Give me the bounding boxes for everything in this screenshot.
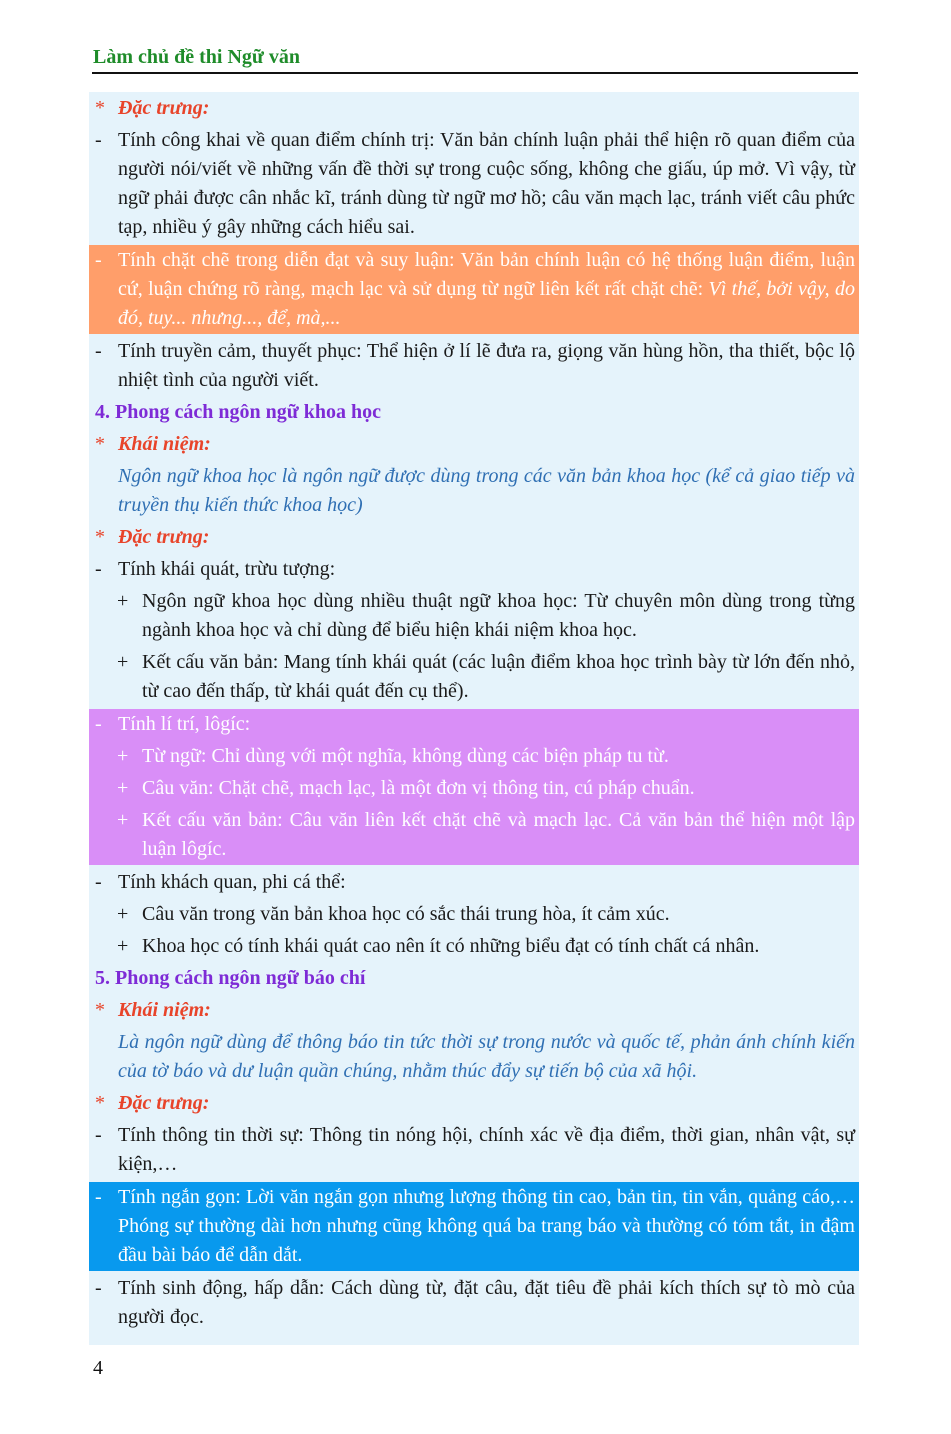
sub-list-item [89, 587, 859, 645]
dash-marker: - [95, 249, 102, 271]
sub-list-item [89, 932, 859, 961]
list-item [89, 246, 859, 333]
subheading [89, 94, 859, 123]
subheading-label: Đặc trưng: [118, 526, 210, 548]
asterisk-marker: * [95, 97, 105, 119]
asterisk-marker: * [95, 1092, 105, 1114]
dash-marker: - [95, 713, 102, 735]
list-item-text: Tính lí trí, lôgíc: [118, 713, 251, 735]
dash-marker: - [95, 129, 102, 151]
list-item-text: Tính công khai về quan điểm chính trị: Văn bản chính luận phải thể hiện rõ quan điểm của người nói/viết về những vấn đề thời sự trong cuộc sống, không che giấu, úp mở. Vì vậy, từ ngữ phải được cân nhắc kĩ, tránh dùng từ ngữ mơ hồ; câu văn mạch lạc, tránh viết câu phức tạp, nhiều ý gây những cách hiểu sai. [118, 129, 855, 238]
definition-text [89, 462, 859, 520]
asterisk-marker: * [95, 526, 105, 548]
dash-marker: - [95, 340, 102, 362]
plus-marker: + [117, 903, 129, 925]
list-item-text: Tính khái quát, trừu tượng: [118, 558, 336, 580]
list-item [89, 1183, 859, 1270]
highlight-block [89, 245, 859, 334]
list-item [89, 555, 859, 584]
sub-list-item-text: Kết cấu văn bản: Câu văn liên kết chặt chẽ và mạch lạc. Cả văn bản thể hiện một lập luận lôgíc. [142, 809, 855, 860]
sub-list-item [89, 774, 859, 803]
plus-marker: + [117, 809, 129, 831]
list-item-text: Tính truyền cảm, thuyết phục: Thể hiện ở lí lẽ đưa ra, giọng văn hùng hồn, tha thiết, bộc lộ nhiệt tình của người viết. [118, 340, 855, 391]
asterisk-marker: * [95, 433, 105, 455]
list-item [89, 710, 859, 739]
subheading-label: Đặc trưng: [118, 97, 210, 119]
sub-list-item [89, 648, 859, 706]
plus-marker: + [117, 745, 129, 767]
list-item-text: Tính khách quan, phi cá thể: [118, 871, 346, 893]
subheading [89, 996, 859, 1025]
list-item [89, 868, 859, 897]
list-item-text: Tính chặt chẽ trong diễn đạt và suy luận: Văn bản chính luận có hệ thống luận điểm, luận cứ, luận chứng rõ ràng, mạch lạc và sử dụng từ ngữ liên kết rất chặt chẽ: [118, 249, 855, 300]
content-body [89, 94, 859, 1335]
sub-list-item-text: Từ ngữ: Chỉ dùng với một nghĩa, không dùng các biện pháp tu từ. [142, 745, 669, 767]
subheading [89, 430, 859, 459]
section-heading: 4. Phong cách ngôn ngữ khoa học [95, 401, 381, 423]
list-item [89, 126, 859, 242]
section-heading: 5. Phong cách ngôn ngữ báo chí [95, 967, 366, 989]
dash-marker: - [95, 558, 102, 580]
list-item-text: Tính thông tin thời sự: Thông tin nóng hội, chính xác về địa điểm, thời gian, nhân vật, sự kiện,… [118, 1124, 855, 1175]
definition-text [89, 1028, 859, 1086]
list-item [89, 1121, 859, 1179]
subheading [89, 1089, 859, 1118]
sub-list-item-text: Khoa học có tính khái quát cao nên ít có những biểu đạt có tính chất cá nhân. [142, 935, 760, 957]
asterisk-marker: * [95, 999, 105, 1021]
highlight-block [89, 709, 859, 865]
sub-list-item-text: Kết cấu văn bản: Mang tính khái quát (các luận điểm khoa học trình bày từ lớn đến nhỏ, từ cao đến thấp, từ khái quát đến cụ thể). [142, 651, 855, 702]
dash-marker: - [95, 1277, 102, 1299]
running-header: Làm chủ đề thi Ngữ văn [93, 46, 301, 68]
list-item [89, 337, 859, 395]
dash-marker: - [95, 871, 102, 893]
example-connectives: Vì thế, bởi vậy, do đó, tuy... nhưng..., để, mà,... [118, 278, 856, 329]
sub-list-item-text: Câu văn trong văn bản khoa học có sắc thái trung hòa, ít cảm xúc. [142, 903, 670, 925]
list-item [89, 1274, 859, 1332]
sub-list-item-text: Câu văn: Chặt chẽ, mạch lạc, là một đơn vị thông tin, cú pháp chuẩn. [142, 777, 695, 799]
dash-marker: - [95, 1186, 102, 1208]
plus-marker: + [117, 935, 129, 957]
dash-marker: - [95, 1124, 102, 1146]
sub-list-item-text: Ngôn ngữ khoa học dùng nhiều thuật ngữ khoa học: Từ chuyên môn dùng trong từng ngành khoa học và chỉ dùng để biểu hiện khái niệm khoa học. [142, 590, 855, 641]
page-number: 4 [93, 1357, 103, 1379]
header-rule [92, 72, 858, 74]
definition-body: Là ngôn ngữ dùng để thông báo tin tức thời sự trong nước và quốc tế, phản ánh chính kiến của tờ báo và dư luận quần chúng, nhằm thúc đẩy sự tiến bộ của xã hội. [118, 1031, 855, 1082]
list-item-text: Tính sinh động, hấp dẫn: Cách dùng từ, đặt câu, đặt tiêu đề phải kích thích sự tò mò của người đọc. [118, 1277, 855, 1328]
plus-marker: + [117, 590, 129, 612]
plus-marker: + [117, 651, 129, 673]
sub-list-item [89, 806, 859, 864]
sub-list-item [89, 900, 859, 929]
subheading [89, 523, 859, 552]
highlight-block [89, 1182, 859, 1271]
list-item-text: Tính ngắn gọn: Lời văn ngắn gọn nhưng lượng thông tin cao, bản tin, tin vắn, quảng cáo,… Phóng sự thường dài hơn nhưng cũng không quá ba trang báo và thường có tóm tắt, in đậm đầu bài báo để dẫn dắt. [118, 1186, 855, 1266]
plus-marker: + [117, 777, 129, 799]
subheading-label: Khái niệm: [118, 433, 211, 455]
subheading-label: Khái niệm: [118, 999, 211, 1021]
subheading-label: Đặc trưng: [118, 1092, 210, 1114]
sub-list-item [89, 742, 859, 771]
definition-body: Ngôn ngữ khoa học là ngôn ngữ được dùng trong các văn bản khoa học (kể cả giao tiếp và truyền thụ kiến thức khoa học) [118, 465, 855, 516]
